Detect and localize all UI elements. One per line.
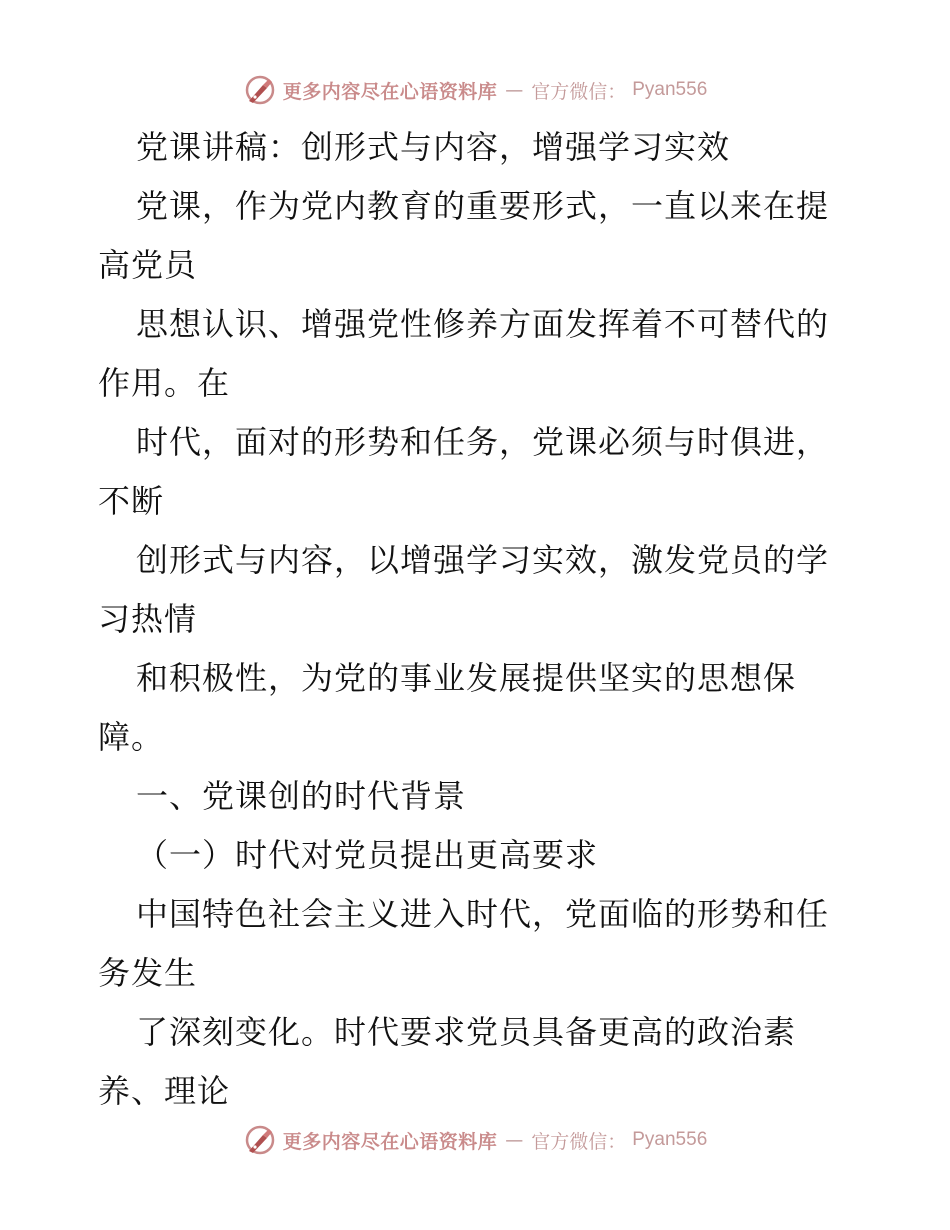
document-line: 党课讲稿：创形式与内容，增强学习实效 [136,128,731,166]
watermark-group [243,1123,708,1157]
watermark-site-text: 更多内容尽在心语资料库 [282,1130,498,1153]
document-line: 高党员 [98,246,198,284]
watermark-wechat-label: 官方微信： [531,1130,627,1153]
document-line: 和积极性，为党的事业发展提供坚实的思想保 [136,659,797,697]
document-line: 障。 [98,718,165,756]
watermark-separator: — [505,79,524,101]
document-line: 党课，作为党内教育的重要形式，一直以来在提 [136,187,830,225]
fountain-pen-logo-icon [243,1123,277,1157]
document-line: 作用。在 [98,364,231,402]
watermark-wechat-label: 官方微信： [531,80,627,103]
document-line: 创形式与内容，以增强学习实效，激发党员的学 [136,541,830,579]
watermark-wechat-id: Pyan556 [632,1129,708,1150]
document-line: 务发生 [98,954,198,992]
document-line: 不断 [98,482,165,520]
watermark-site-text: 更多内容尽在心语资料库 [282,80,498,103]
document-line: 一、党课创的时代背景 [136,777,467,815]
document-line: 习热情 [98,600,198,638]
document-line: 时代，面对的形势和任务，党课必须与时俱进， [136,423,830,461]
document-line: 养、理论 [98,1072,231,1110]
watermark-group [243,73,708,107]
fountain-pen-logo-icon [243,73,277,107]
footer-watermark [0,1120,950,1160]
document-line: 思想认识、增强党性修养方面发挥着不可替代的 [136,305,830,343]
watermark-separator: — [505,1129,524,1151]
header-watermark [0,70,950,110]
document-line: 中国特色社会主义进入时代，党面临的形势和任 [136,895,830,933]
document-line: （一）时代对党员提出更高要求 [136,836,599,874]
document-line: 了深刻变化。时代要求党员具备更高的政治素 [136,1013,797,1051]
document-body [98,118,858,1121]
watermark-wechat-id: Pyan556 [632,79,708,100]
